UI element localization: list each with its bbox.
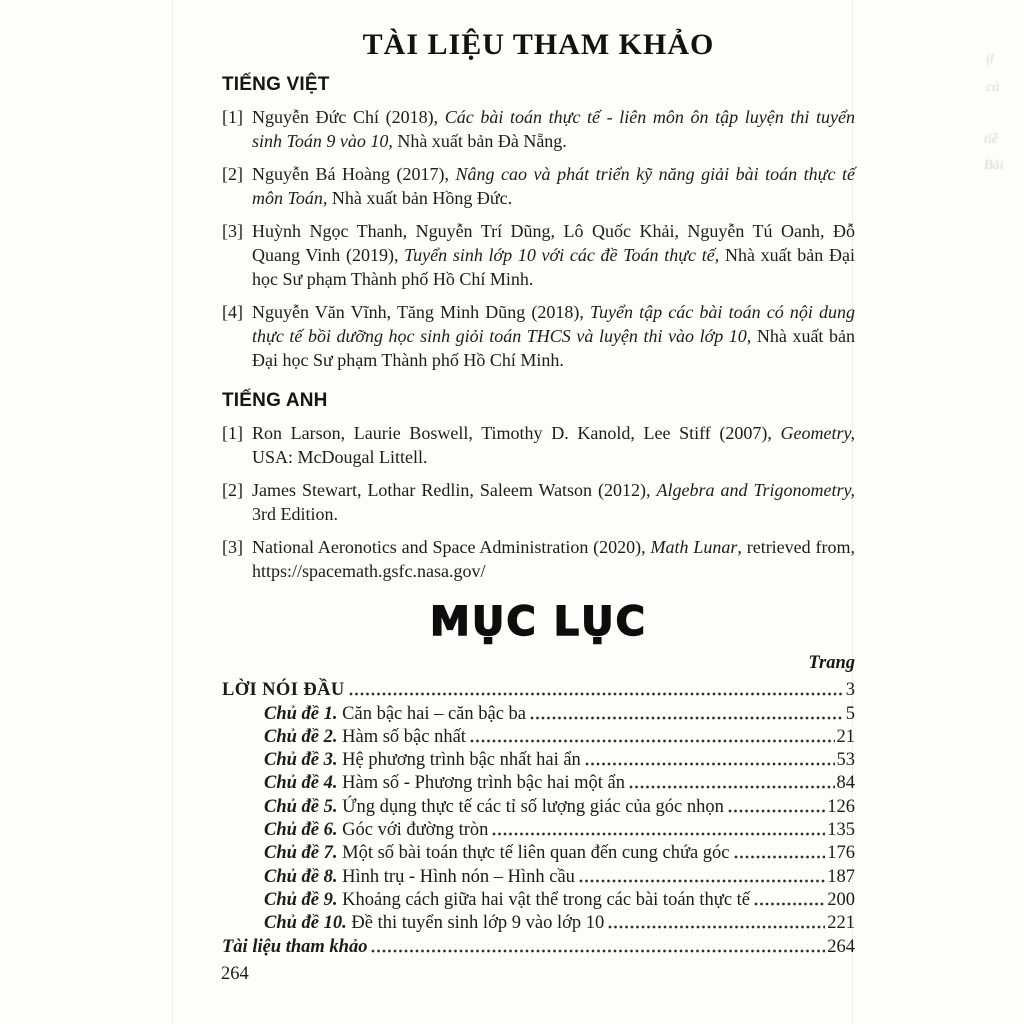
toc-entry — [222, 678, 855, 701]
toc-entry-prefix: Chủ đề 4. — [264, 773, 338, 794]
reference-publisher: Nhà xuất bản Đại học Sư phạm Thành phố Hồ Chí Minh. — [252, 326, 855, 370]
toc-entry-label: Căn bậc hai – căn bậc ba — [337, 703, 527, 724]
toc-entry — [222, 771, 855, 794]
toc-entry-page: 84 — [836, 773, 855, 794]
reference-item — [222, 421, 855, 469]
reference-publisher: , retrieved from, https://spacemath.gsfc.nasa.gov/ — [252, 537, 855, 581]
toc-entry — [222, 841, 855, 864]
toc-entry-page: 53 — [836, 750, 855, 771]
bleedthrough-text: Bài — [984, 158, 1004, 173]
bleedthrough-text: tiề — [984, 132, 998, 147]
reference-authors: National Aeronotics and Space Administration (2020), — [252, 537, 651, 557]
page-edge-line-left — [172, 0, 173, 1024]
reference-publisher: 3rd Edition. — [252, 504, 338, 524]
reference-work-title: Tuyển tập các bài toán có nội dung thực tế bồi dưỡng học sinh giỏi toán THCS và luyện thi vào lớp 10, — [252, 302, 856, 346]
toc-entry-label: Đề thi tuyển sinh lớp 9 vào lớp 10 — [346, 913, 605, 934]
dot-leader — [608, 923, 825, 930]
dot-leader — [585, 760, 835, 767]
toc-entry-label: Một số bài toán thực tế liên quan đến cung chứa góc — [337, 843, 730, 864]
toc-entry-page: 126 — [827, 796, 855, 817]
toc-entry-page: 21 — [836, 726, 855, 747]
dot-leader — [579, 877, 825, 884]
reference-item — [222, 478, 855, 526]
toc-entry — [222, 888, 855, 911]
toc-entry — [222, 864, 855, 887]
bleedthrough-text: ịl — [986, 52, 994, 67]
toc-title: MỤC LỤC — [430, 599, 647, 645]
toc-entry — [222, 748, 855, 771]
toc-entry-page: 221 — [827, 913, 855, 934]
toc-entry — [222, 701, 855, 724]
toc-entry-prefix: Chủ đề 3. — [264, 750, 338, 771]
toc-entry-prefix: Chủ đề 1. — [264, 703, 338, 724]
reference-work-title: Algebra and Trigonometry, — [656, 480, 855, 500]
reference-item — [222, 300, 855, 372]
section-heading-english: TIẾNG ANH — [222, 390, 328, 411]
toc-entry-label: Khoảng cách giữa hai vật thể trong các bài toán thực tế — [337, 889, 751, 910]
reference-item — [222, 105, 855, 153]
dot-leader — [728, 807, 825, 814]
dot-leader — [530, 714, 844, 721]
reference-item — [222, 219, 855, 291]
reference-text — [252, 478, 855, 526]
toc-entry-page: 135 — [827, 820, 855, 841]
reference-authors: Nguyễn Văn Vĩnh, Tăng Minh Dũng (2018), — [252, 302, 591, 322]
reference-text — [252, 219, 855, 291]
reference-publisher: Nhà xuất bản Đại học Sư phạm Thành phố Hồ Chí Minh. — [252, 245, 855, 289]
toc-page-column-header: Trang — [808, 653, 855, 673]
bleedthrough-text: cά — [986, 80, 1000, 95]
reference-authors: Nguyễn Đức Chí (2018), — [252, 107, 445, 127]
references-section — [222, 28, 855, 592]
dot-leader — [629, 783, 834, 790]
toc-entry-page: 176 — [827, 843, 855, 864]
reference-authors: Nguyễn Bá Hoàng (2017), — [252, 164, 456, 184]
reference-number: [3] — [222, 537, 243, 557]
reference-text — [252, 421, 855, 469]
toc-entry-prefix: Chủ đề 7. — [264, 843, 338, 864]
toc-entry-prefix: Tài liệu tham khảo — [222, 936, 368, 957]
dot-leader — [754, 900, 825, 907]
dot-leader — [349, 690, 844, 697]
reference-item — [222, 162, 855, 210]
reference-number: [4] — [222, 302, 243, 322]
toc-entry-prefix: Chủ đề 9. — [264, 889, 338, 910]
toc-entry-prefix: Chủ đề 6. — [264, 820, 338, 841]
reference-number: [2] — [222, 164, 243, 184]
reference-number: [3] — [222, 221, 243, 241]
toc-section — [222, 596, 855, 958]
page-number: 264 — [221, 964, 249, 984]
toc-entry-label: Hình trụ - Hình nón – Hình cầu — [337, 866, 575, 887]
reference-authors: Huỳnh Ngọc Thanh, Nguyễn Trí Dũng, Lô Quốc Khải, Nguyễn Tú Oanh, Đỗ Quang Vinh (2019), — [252, 221, 855, 265]
toc-entry-label: Hàm số - Phương trình bậc hai một ẩn — [337, 773, 626, 794]
section-heading-vietnamese: TIẾNG VIỆT — [222, 74, 330, 95]
toc-entry — [222, 911, 855, 934]
reference-work-title: Nâng cao và phát triển kỹ năng giải bài toán thực tế môn Toán, — [252, 164, 855, 208]
reference-work-title: Math Lunar — [650, 537, 738, 557]
toc-entry-prefix: Chủ đề 5. — [264, 796, 338, 817]
reference-text — [252, 105, 855, 153]
toc-entry-page: 200 — [827, 889, 855, 910]
toc-entry-page: 264 — [827, 936, 855, 957]
toc-entry-label: Góc với đường tròn — [337, 820, 489, 841]
reference-number: [1] — [222, 107, 243, 127]
toc-entry-label: Hàm số bậc nhất — [337, 726, 466, 747]
dot-leader — [371, 947, 825, 954]
reference-publisher: Nhà xuất bản Đà Nẵng. — [392, 131, 567, 151]
reference-number: [2] — [222, 480, 243, 500]
reference-work-title: Geometry, — [780, 423, 855, 443]
dot-leader — [734, 853, 826, 860]
reference-work-title: Tuyển sinh lớp 10 với các đề Toán thực tế, — [404, 245, 720, 265]
toc-entry — [222, 934, 855, 957]
toc-entry-prefix: Chủ đề 8. — [264, 866, 338, 887]
toc-entry-page: 5 — [845, 703, 855, 724]
toc-entry-prefix: LỜI NÓI ĐẦU — [222, 680, 345, 701]
reference-work-title: Các bài toán thực tế - liên môn ôn tập luyện thi tuyển sinh Toán 9 vào 10, — [252, 107, 855, 151]
toc-entry-label: Hệ phương trình bậc nhất hai ẩn — [337, 750, 581, 771]
toc-list — [222, 678, 855, 958]
reference-authors: James Stewart, Lothar Redlin, Saleem Watson (2012), — [252, 480, 657, 500]
toc-entry — [222, 725, 855, 748]
reference-item — [222, 535, 855, 583]
references-title: TÀI LIỆU THAM KHẢO — [362, 28, 715, 61]
toc-entry-label: Ứng dụng thực tế các tỉ số lượng giác của góc nhọn — [337, 796, 724, 817]
toc-entry-page: 3 — [845, 680, 855, 701]
reference-text — [252, 300, 855, 372]
dot-leader — [492, 830, 825, 837]
reference-text — [252, 535, 855, 583]
reference-text — [252, 162, 855, 210]
toc-entry-page: 187 — [827, 866, 855, 887]
toc-entry — [222, 794, 855, 817]
toc-entry-prefix: Chủ đề 10. — [264, 913, 347, 934]
dot-leader — [470, 737, 835, 744]
reference-authors: Ron Larson, Laurie Boswell, Timothy D. Kanold, Lee Stiff (2007), — [252, 423, 781, 443]
reference-publisher: USA: McDougal Littell. — [252, 447, 428, 467]
reference-publisher: Nhà xuất bản Hồng Đức. — [327, 188, 513, 208]
reference-number: [1] — [222, 423, 243, 443]
toc-entry — [222, 818, 855, 841]
toc-entry-prefix: Chủ đề 2. — [264, 726, 338, 747]
